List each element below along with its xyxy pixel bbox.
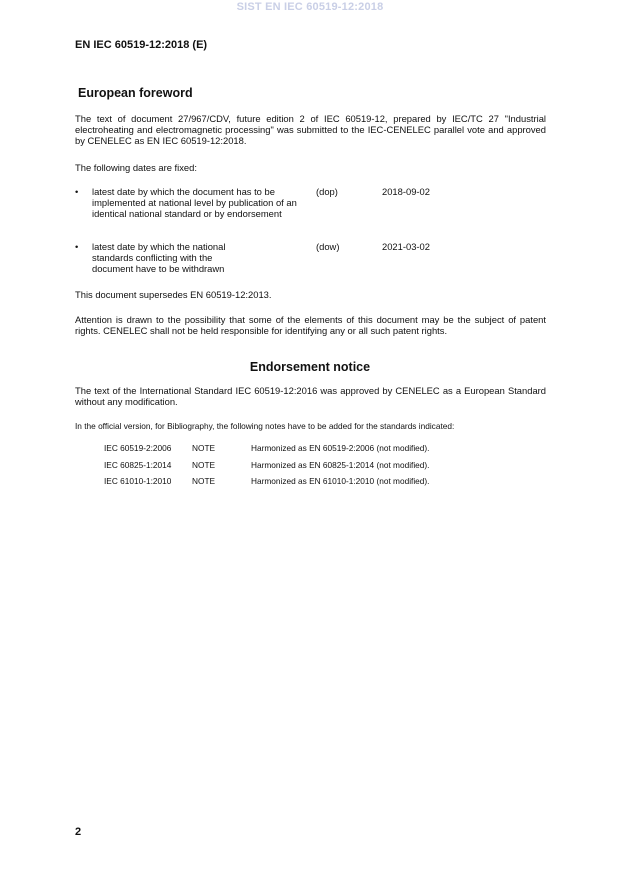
bullet-marker: • [75, 186, 79, 197]
note-text: Harmonized as EN 60825-1:2014 (not modified). [251, 460, 430, 470]
note-label: NOTE [192, 460, 216, 470]
endorsement-paragraph: The text of the International Standard IEC 60519-12:2016 was approved by CENELEC as a European Standard without any modification. [75, 385, 546, 408]
note-text: Harmonized as EN 60519-2:2006 (not modified). [251, 443, 430, 453]
bullet-dow-code: (dow) [316, 241, 340, 252]
dates-intro: The following dates are fixed: [75, 162, 197, 173]
note-text: Harmonized as EN 61010-1:2010 (not modified). [251, 476, 430, 486]
endorsement-heading: Endorsement notice [249, 360, 371, 374]
note-standard: IEC 61010-1:2010 [104, 476, 172, 486]
note-standard: IEC 60519-2:2006 [104, 443, 172, 453]
bullet-dow-date: 2021-03-02 [382, 241, 430, 252]
note-label: NOTE [192, 443, 216, 453]
bullet-dop-date: 2018-09-02 [382, 186, 430, 197]
supersedes-text: This document supersedes EN 60519-12:2013. [75, 289, 272, 300]
foreword-paragraph: The text of document 27/967/CDV, future edition 2 of IEC 60519-12, prepared by IEC/TC 27 "Industrial electroheating and electromagnetic processing" was submitted to the IEC-CENELEC parallel vote and approved by CENELEC as EN IEC 60519-12:2018. [75, 113, 546, 147]
foreword-heading: European foreword [78, 86, 193, 100]
document-id: EN IEC 60519-12:2018 (E) [75, 39, 208, 51]
page-number: 2 [75, 826, 82, 838]
patent-notice: Attention is drawn to the possibility that some of the elements of this document may be the subject of patent rights. CENELEC shall not be held responsible for identifying any or all such patent rights. [75, 314, 546, 337]
bullet-dop-text: latest date by which the document has to be implemented at national level by publication of an identical national standard or by endorsement [92, 186, 297, 220]
note-standard: IEC 60825-1:2014 [104, 460, 172, 470]
note-label: NOTE [192, 476, 216, 486]
bullet-dow-text: latest date by which the national standards conflicting with the document have to be withdrawn [92, 241, 226, 275]
watermark-title: SIST EN IEC 60519-12:2018 [236, 1, 384, 13]
bibliography-intro: In the official version, for Bibliography, the following notes have to be added for the standards indicated: [75, 421, 455, 431]
bullet-marker: • [75, 241, 79, 252]
bullet-dop-code: (dop) [316, 186, 338, 197]
